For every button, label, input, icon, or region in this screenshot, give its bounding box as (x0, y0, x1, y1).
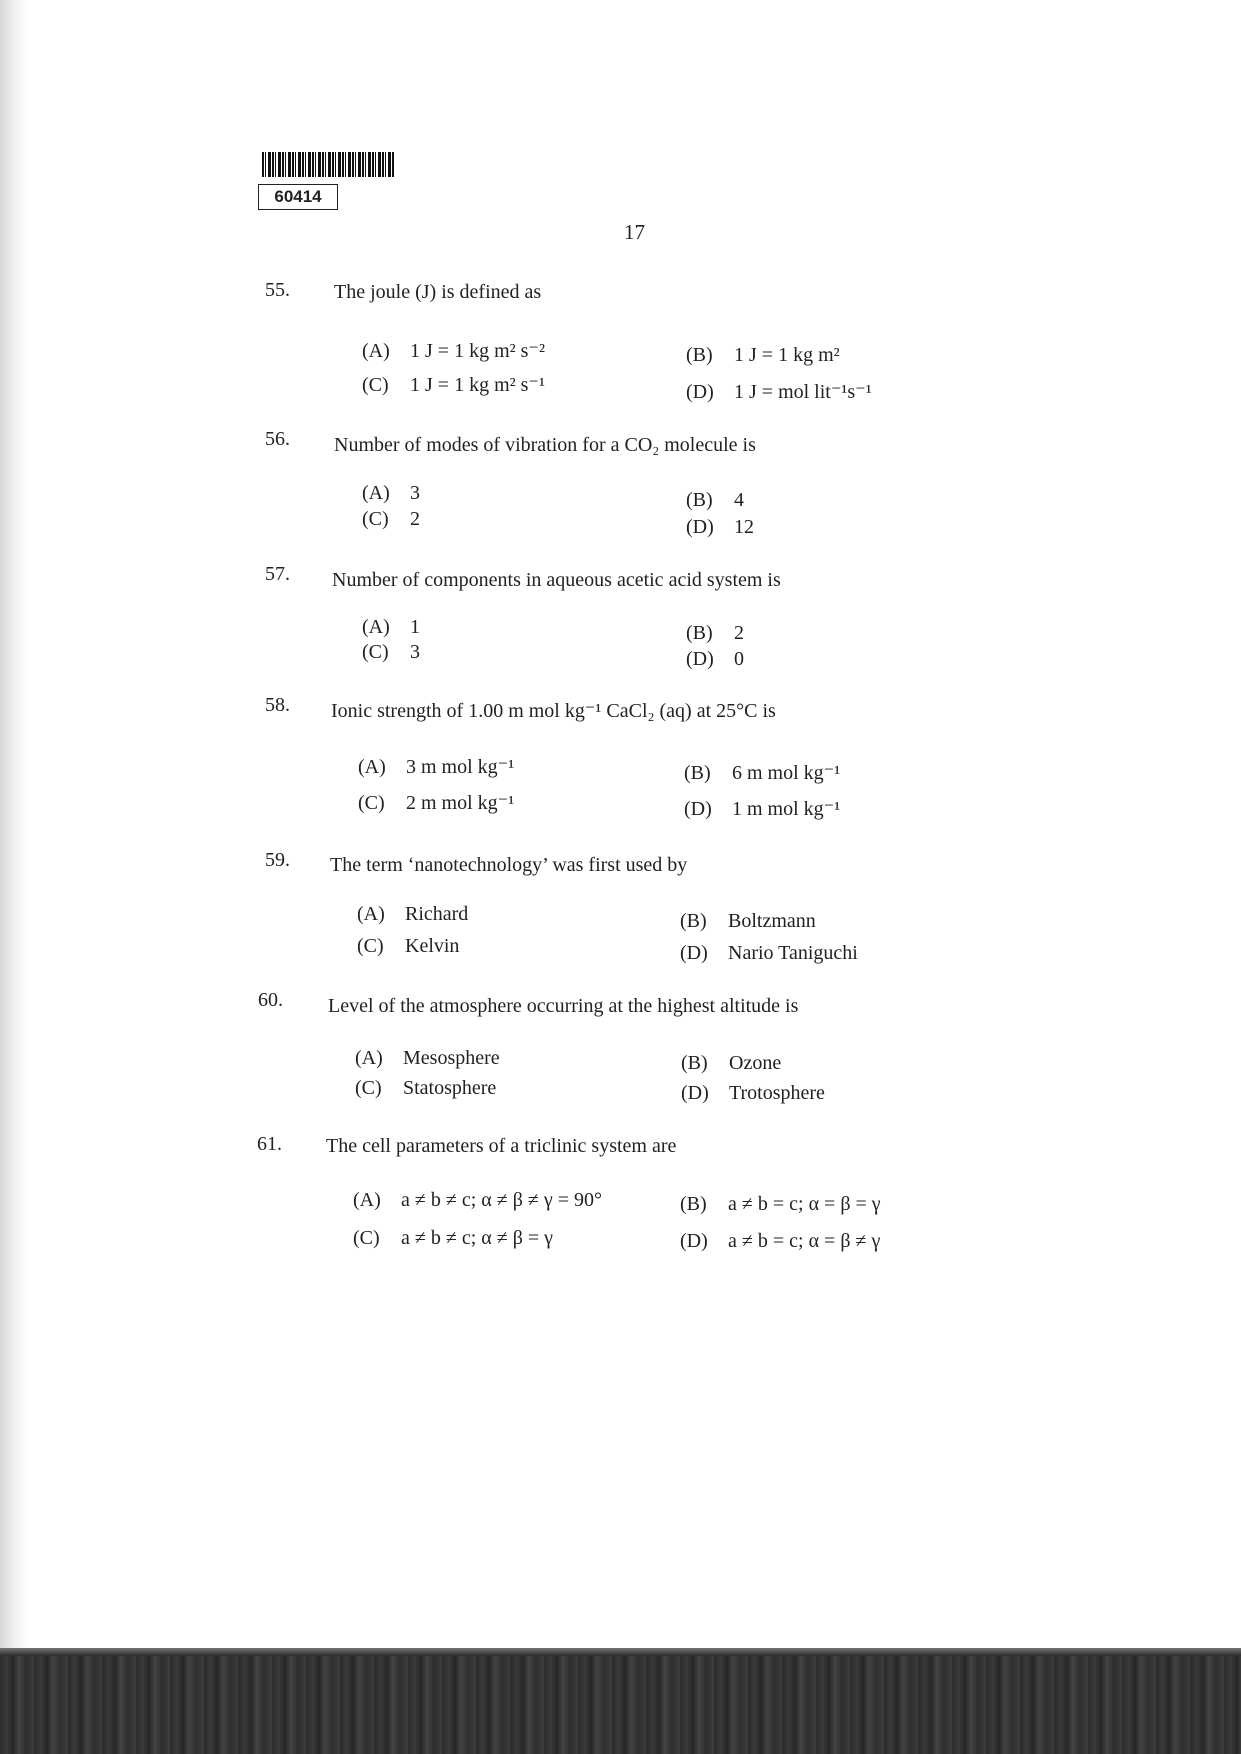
question-number: 59. (265, 849, 290, 871)
option-d: (D) a ≠ b = c; α = β ≠ γ (680, 1230, 881, 1252)
option-c: (C) 2 (362, 508, 420, 530)
option-c: (C) Kelvin (357, 935, 460, 957)
question-text: The cell parameters of a triclinic system are (326, 1135, 677, 1157)
option-b: (B) 6 m mol kg⁻¹ (684, 762, 841, 784)
option-d: (D) Nario Taniguchi (680, 942, 858, 964)
option-d: (D) 12 (686, 516, 754, 538)
option-d: (D) 1 m mol kg⁻¹ (684, 798, 841, 820)
question-text: Ionic strength of 1.00 m mol kg⁻¹ CaCl₂ (aq) at 25°C is (331, 700, 776, 722)
page-number: 17 (624, 220, 645, 244)
question-text: The term ‘nanotechnology’ was first used by (330, 854, 688, 876)
option-b: (B) 2 (686, 622, 744, 644)
question-number: 56. (265, 428, 290, 450)
question-number: 61. (257, 1133, 282, 1155)
question-text: Number of modes of vibration for a CO₂ molecule is (334, 434, 756, 456)
option-d: (D) 0 (686, 648, 744, 670)
option-c: (C) 2 m mol kg⁻¹ (358, 792, 515, 814)
option-b: (B) a ≠ b = c; α = β = γ (680, 1193, 881, 1215)
question-number: 55. (265, 279, 290, 301)
option-a: (A) Mesosphere (355, 1047, 500, 1069)
question-number: 58. (265, 694, 290, 716)
question-text: The joule (J) is defined as (334, 281, 542, 303)
scan-bottom-band (0, 1648, 1241, 1754)
option-d: (D) 1 J = mol lit⁻¹s⁻¹ (686, 381, 872, 403)
question-number: 60. (258, 989, 283, 1011)
paper-code-box: 60414 (258, 184, 338, 210)
option-b: (B) Boltzmann (680, 910, 816, 932)
option-a: (A) 3 m mol kg⁻¹ (358, 756, 515, 778)
option-a: (A) 3 (362, 482, 420, 504)
option-c: (C) 1 J = 1 kg m² s⁻¹ (362, 374, 545, 396)
option-b: (B) 4 (686, 489, 744, 511)
option-a: (A) 1 J = 1 kg m² s⁻² (362, 340, 545, 362)
option-c: (C) a ≠ b ≠ c; α ≠ β = γ (353, 1227, 554, 1249)
question-text: Level of the atmosphere occurring at the highest altitude is (328, 995, 799, 1017)
question-text: Number of components in aqueous acetic acid system is (332, 569, 781, 591)
scan-left-edge (0, 0, 28, 1650)
option-a: (A) a ≠ b ≠ c; α ≠ β ≠ γ = 90° (353, 1189, 602, 1211)
option-b: (B) Ozone (681, 1052, 782, 1074)
option-c: (C) Statosphere (355, 1077, 497, 1099)
option-c: (C) 3 (362, 641, 420, 663)
option-a: (A) 1 (362, 616, 420, 638)
question-number: 57. (265, 563, 290, 585)
option-a: (A) Richard (357, 903, 469, 925)
option-d: (D) Trotosphere (681, 1082, 825, 1104)
option-b: (B) 1 J = 1 kg m² (686, 344, 840, 366)
barcode-image (262, 152, 394, 177)
